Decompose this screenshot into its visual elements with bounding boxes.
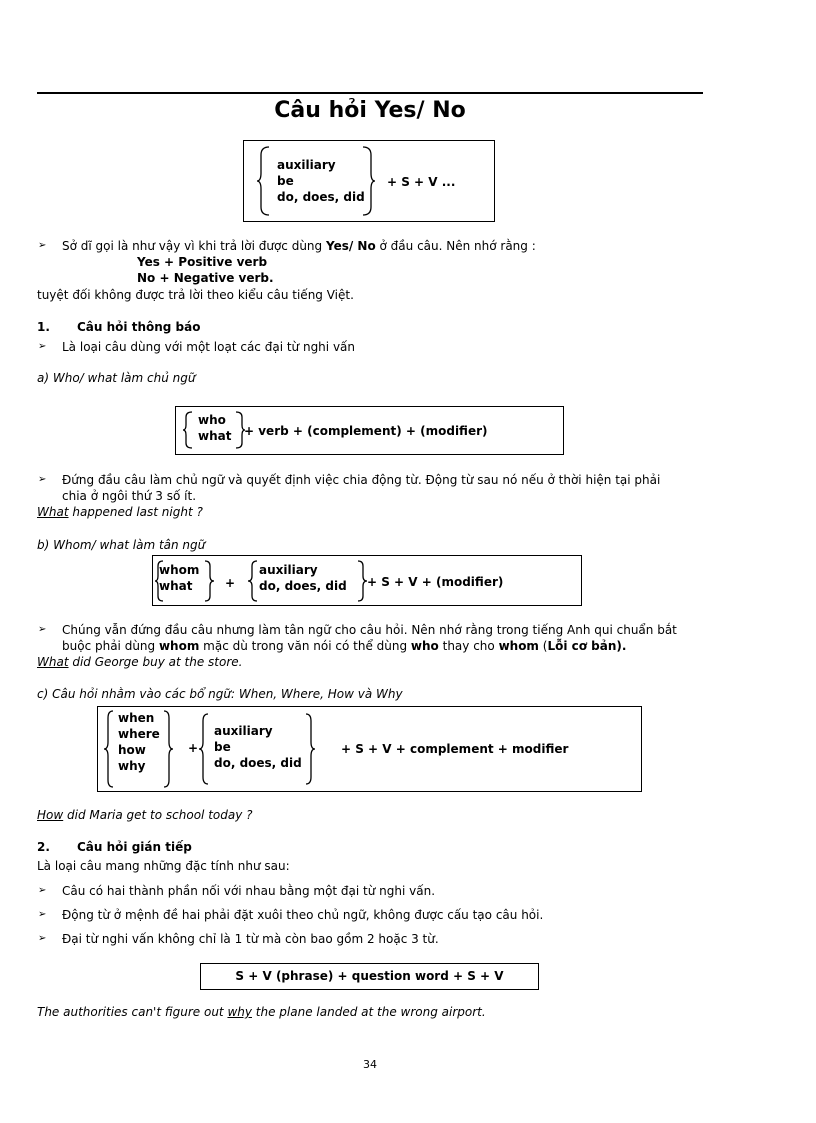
- formula-c-box: [97, 706, 642, 792]
- section-number: 1.: [37, 320, 50, 334]
- page-number: 34: [363, 1058, 377, 1071]
- top-rule: [37, 92, 703, 94]
- formula-item: when: [118, 711, 155, 725]
- section-intro: Là loại câu mang những đặc tính như sau:: [37, 859, 290, 873]
- no-rule: No + Negative verb.: [137, 271, 274, 285]
- section-number: 2.: [37, 840, 50, 854]
- bullet-text: chia ở ngôi thứ 3 số ít.: [62, 489, 197, 503]
- bullet-text: Động từ ở mệnh đề hai phải đặt xuôi theo chủ ngữ, không được cấu tạo câu hỏi.: [62, 908, 544, 922]
- bullet-text: Sở dĩ gọi là như vậy vì khi trả lời được dùng Yes/ No ở đầu câu. Nên nhớ rằng :: [62, 239, 536, 253]
- plus-sign: +: [225, 576, 236, 590]
- plus-sign: +: [188, 741, 199, 755]
- arrow-bullet-icon: ➢: [38, 624, 47, 635]
- formula-item: auxiliary: [259, 563, 318, 577]
- formula-item: how: [118, 743, 146, 757]
- bullet-text: Câu có hai thành phần nối với nhau bằng một đại từ nghi vấn.: [62, 884, 436, 898]
- formula-item: do, does, did: [277, 190, 365, 204]
- right-brace-icon: [203, 560, 215, 602]
- formula-item: where: [118, 727, 160, 741]
- formula-b-box: [152, 555, 582, 606]
- bullet-text: Là loại câu dùng với một loạt các đại từ nghi vấn: [62, 340, 355, 354]
- formula-tail: + verb + (complement) + (modifier): [244, 424, 488, 438]
- formula-item: be: [277, 174, 294, 188]
- example-sentence: What happened last night ?: [37, 505, 203, 519]
- arrow-bullet-icon: ➢: [38, 341, 47, 352]
- formula-yesno-box: [243, 140, 495, 222]
- arrow-bullet-icon: ➢: [38, 909, 47, 920]
- arrow-bullet-icon: ➢: [38, 933, 47, 944]
- formula-tail: + S + V + (modifier): [367, 575, 504, 589]
- left-brace-icon: [103, 710, 115, 788]
- formula-a-box: [175, 406, 564, 455]
- right-brace-icon: [162, 710, 174, 788]
- bullet-text: Chúng vẫn đứng đầu câu nhưng làm tân ngữ cho câu hỏi. Nên nhớ rằng trong tiếng Anh qui chuẩn bắt: [62, 623, 677, 637]
- formula-2-box: [200, 963, 539, 990]
- left-brace-icon: [247, 560, 259, 602]
- formula-item: auxiliary: [277, 158, 336, 172]
- arrow-bullet-icon: ➢: [38, 885, 47, 896]
- bullet-text: Đại từ nghi vấn không chỉ là 1 từ mà còn bao gồm 2 hoặc 3 từ.: [62, 932, 439, 946]
- formula-item: what: [159, 579, 193, 593]
- note-text: tuyệt đối không được trả lời theo kiểu câu tiếng Việt.: [37, 288, 354, 302]
- left-brace-icon: [256, 145, 272, 217]
- formula-tail: + S + V ...: [387, 175, 456, 189]
- formula-item: do, does, did: [214, 756, 302, 770]
- formula-item: do, does, did: [259, 579, 347, 593]
- example-sentence: What did George buy at the store.: [37, 655, 243, 669]
- arrow-bullet-icon: ➢: [38, 474, 47, 485]
- formula-item: be: [214, 740, 231, 754]
- right-brace-icon: [304, 713, 316, 785]
- subsection-heading: c) Câu hỏi nhằm vào các bổ ngữ: When, Where, How và Why: [37, 687, 403, 701]
- subsection-heading: b) Whom/ what làm tân ngữ: [37, 538, 206, 552]
- example-sentence: The authorities can't figure out why the plane landed at the wrong airport.: [37, 1005, 486, 1019]
- arrow-bullet-icon: ➢: [38, 240, 47, 251]
- right-brace-icon: [360, 145, 376, 217]
- formula-item: what: [198, 429, 232, 443]
- bullet-text: buộc phải dùng whom mặc dù trong văn nói có thể dùng who thay cho whom (Lỗi cơ bản).: [62, 639, 627, 653]
- formula-item: whom: [159, 563, 200, 577]
- left-brace-icon: [182, 411, 194, 449]
- bullet-text: Đứng đầu câu làm chủ ngữ và quyết định việc chia động từ. Động từ sau nó nếu ở thời hiện tại phải: [62, 473, 661, 487]
- formula-item: who: [198, 413, 226, 427]
- subsection-heading: a) Who/ what làm chủ ngữ: [37, 371, 196, 385]
- yes-rule: Yes + Positive verb: [137, 255, 268, 269]
- formula-text: S + V (phrase) + question word + S + V: [235, 969, 504, 983]
- section-title: Câu hỏi gián tiếp: [77, 840, 192, 854]
- formula-item: auxiliary: [214, 724, 273, 738]
- formula-item: why: [118, 759, 146, 773]
- left-brace-icon: [198, 713, 210, 785]
- formula-tail: + S + V + complement + modifier: [341, 742, 569, 756]
- section-title: Câu hỏi thông báo: [77, 320, 201, 334]
- page-title: Câu hỏi Yes/ No: [274, 98, 466, 123]
- example-sentence: How did Maria get to school today ?: [37, 808, 253, 822]
